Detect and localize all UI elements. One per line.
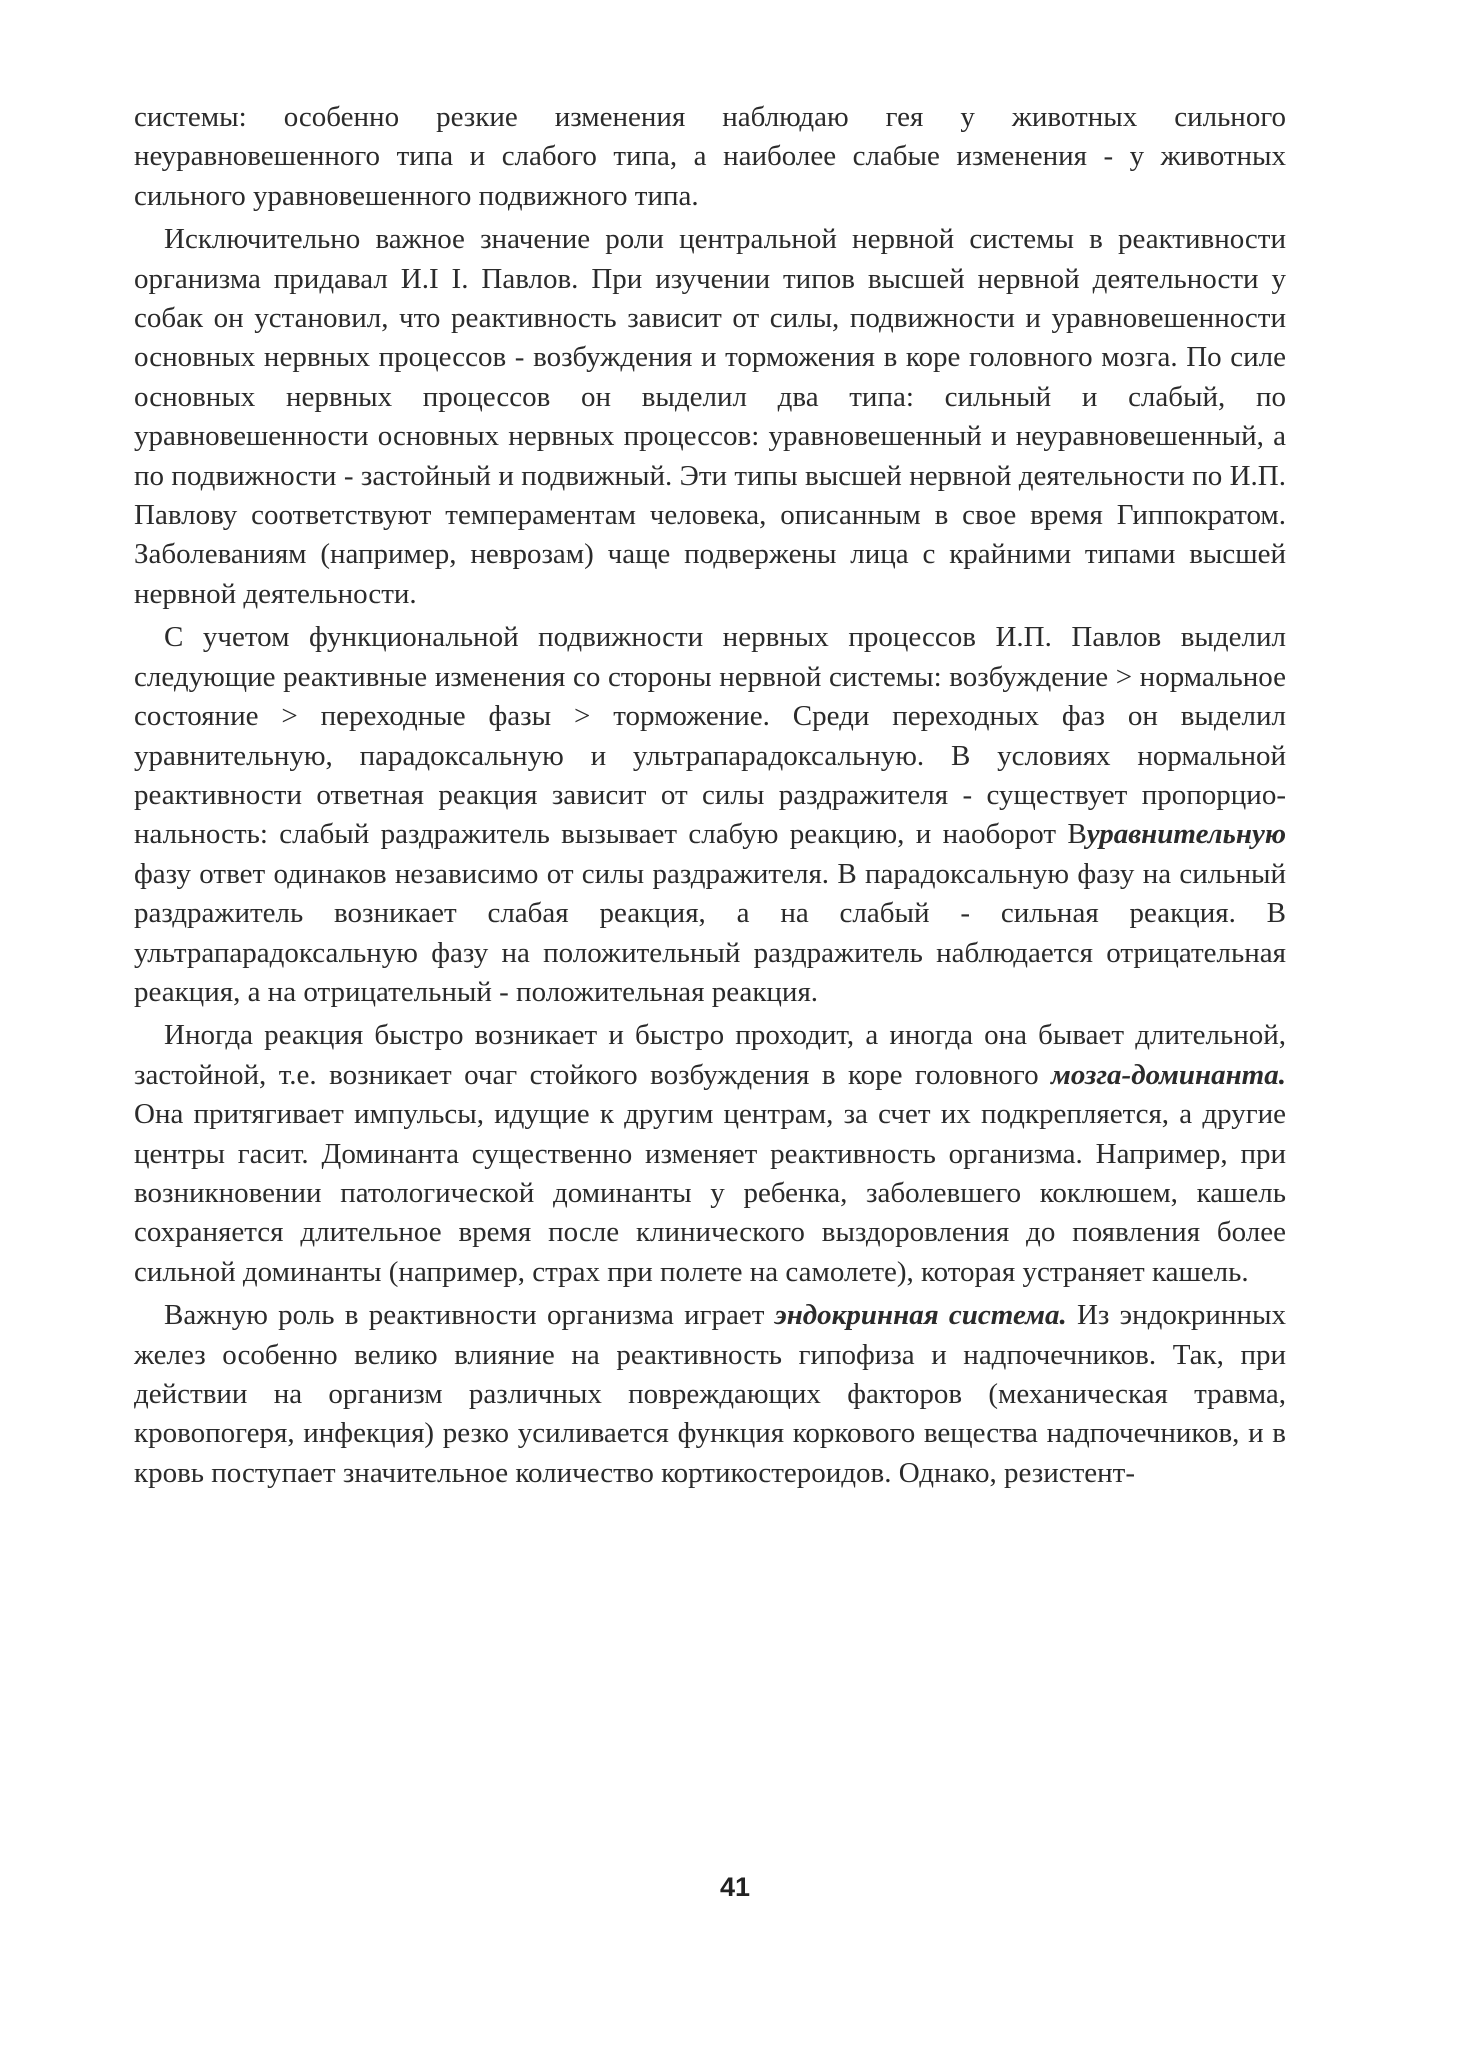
paragraph-4 [134,1016,1286,1292]
paragraph-3 [134,618,1286,1012]
paragraph-text: Исключительно важное значение роли центральной нервной системы в реактивности организма придавал И.I I. Павлов. При изучении типов высшей нервной деятельности у собак он установил, что реактивность зависит от силы, подвижности и уравновешенности основных нервных процессов - возбуждения и торможения в коре головного мозга. По силе основных нервных процессов он выделил два типа: сильный и слабый, по уравновешенности основных нервных процессов: уравновешенный и неуравновешенный, а по подвижности - застойный и подвижный. Эти типы высшей нервной деятельности по И.П. Павлову соответствуют темпераментам человека, описанным в свое время Гиппократом. Заболеваниям (например, неврозам) чаще подвержены лица с крайними типами высшей нервной деятельности. [134,223,1286,610]
main-text [134,98,1286,1493]
paragraph-text: Из эндокринных желез особенно велико влияние на реактивность гипофиза и надпочечников. Так, при действии на организм различных повреждающих факторов (механическая травма, кровопогеря, инфекция) резко усиливается функция коркового вещества надпочечников, и в кровь поступает значительное количество кортикостероидов. Однако, резистент- [134,1299,1286,1489]
paragraph-1 [134,98,1286,216]
emphasized-term: мозга-доминанта. [1051,1058,1286,1091]
paragraph-text: Иногда реакция быстро возникает и быстро проходит, а иногда она бывает длительной, застойной, т.е. возникает очаг стойкого возбуждения в коре головного [134,1019,1286,1091]
paragraph-text: системы: особенно резкие изменения наблюдаю гея у животных сильного неуравновешенного типа и слабого типа, а наиболее слабые изменения - у животных сильного уравновешенного подвижного типа. [134,101,1286,212]
emphasized-term: уравнительную [1086,818,1286,851]
emphasized-term: эндокринная система. [774,1299,1067,1332]
paragraph-text: С учетом функциональной подвижности нервных процессов И.П. Павлов выделил следующие реактивные изменения со стороны нервной системы: возбуждение > нормальное состояние > переходные фазы > торможение. Среди переходных фаз он выделил уравнительную, парадоксальную и ультрапарадоксальную. В условиях нормальной реактивности ответная реакция зависит от силы раздражителя - существует пропорциональность: слабый раздражитель вызывает слабую реакцию, и наоборот В [134,621,1286,851]
paragraph-5 [134,1296,1286,1493]
paragraph-text: Важную роль в реактивности организма играет [164,1299,775,1332]
paragraph-2 [134,220,1286,614]
paragraph-text: фазу ответ одинаков независимо от силы раздражителя. В парадоксальную фазу на сильный раздражитель возникает слабая реакция, а на слабый - сильная реакция. В ультрапарадоксальную фазу на положительный раздражитель наблюдается отрицательная реакция, а на отрицательный - положительная реакция. [134,857,1286,1008]
paragraph-text: Она притягивает импульсы, идущие к другим центрам, за счет их подкрепляется, а другие центры гасит. Доминанта существенно изменяет реактивность организма. Например, при возникновении патологической доминанты у ребенка, заболевшего коклюшем, кашель сохраняется длительное время после клинического выздоровления до появления более сильной доминанты (например, страх при полете на самолете), которая устраняет кашель. [134,1098,1286,1288]
page-number: 41 [719,1872,751,1902]
